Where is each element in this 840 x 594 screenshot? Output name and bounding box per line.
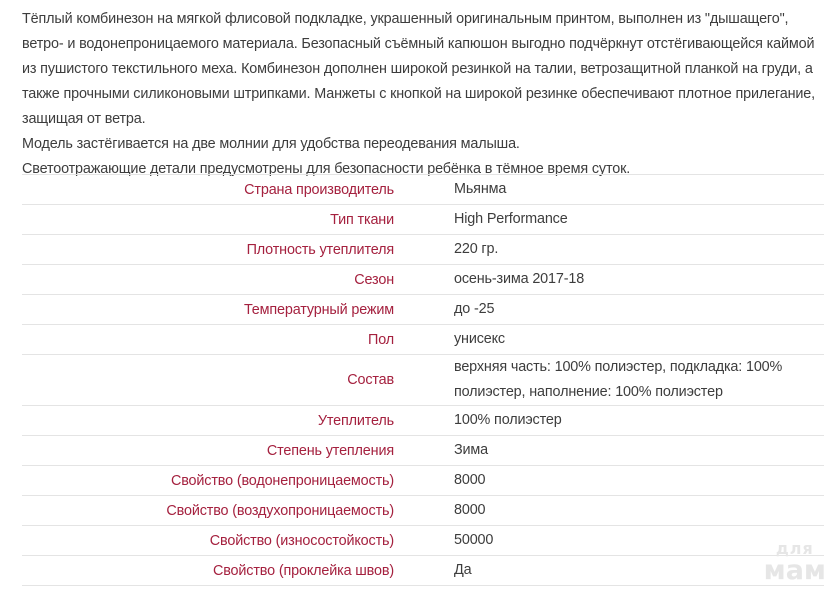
spec-row-gender — [22, 325, 824, 355]
spec-value: осень-зима 2017-18 — [454, 271, 585, 287]
spec-row-country — [22, 175, 824, 205]
spec-value: унисекс — [454, 331, 505, 347]
spec-label: Утеплитель — [317, 412, 394, 429]
spec-value: 8000 — [454, 502, 486, 518]
spec-label: Свойство (водонепроницаемость) — [170, 472, 394, 489]
site-watermark-logo — [764, 541, 826, 584]
spec-value: 100% полиэстер — [454, 412, 562, 428]
description-paragraph: Тёплый комбинезон на мягкой флисовой подкладке, украшенный оригинальным принтом, выполнен из "дышащего", ветро- и водонепроницаемого материала. Безопасный съёмный капюшон выгодно подчёркнут отстёгивающейся каймой из пушистого текстильного меха. Комбинезон дополнен широкой резинкой на талии, ветрозащитной планкой на груди, а также прочными силиконовыми штрипками. Манжеты с кнопкой на широкой резинке обеспечивают плотное прилегание, защищая от ветра. — [22, 11, 815, 127]
spec-label: Пол — [368, 331, 394, 348]
spec-label: Свойство (износостойкость) — [209, 532, 394, 549]
spec-row-insulation — [22, 406, 824, 436]
spec-label: Плотность утеплителя — [246, 241, 394, 258]
spec-value: 50000 — [454, 532, 494, 548]
spec-value: High Performance — [454, 211, 568, 227]
spec-value: до -25 — [454, 301, 495, 317]
spec-value: 8000 — [454, 472, 486, 488]
spec-value: Да — [454, 562, 472, 578]
spec-label: Сезон — [354, 271, 394, 288]
spec-row-wear-resistance — [22, 526, 824, 556]
spec-label: Свойство (воздухопроницаемость) — [166, 502, 394, 519]
specifications-table — [22, 174, 824, 586]
spec-label: Степень утепления — [266, 442, 394, 459]
spec-row-waterproofness — [22, 466, 824, 496]
spec-row-temperature — [22, 295, 824, 325]
spec-row-breathability — [22, 496, 824, 526]
spec-value: Зима — [454, 442, 489, 458]
description-paragraph: Модель застёгивается на две молнии для удобства переодевания малыша. — [22, 136, 520, 152]
spec-value: Мьянма — [454, 181, 507, 197]
spec-label: Свойство (проклейка швов) — [212, 562, 394, 579]
description-paragraph: Светоотражающие детали предусмотрены для безопасности ребёнка в тёмное время суток. — [22, 161, 631, 177]
spec-label: Состав — [347, 372, 394, 388]
spec-label: Тип ткани — [330, 211, 394, 228]
spec-row-warmth-level — [22, 436, 824, 466]
spec-row-composition — [22, 355, 824, 406]
product-description — [22, 7, 828, 182]
spec-label: Температурный режим — [243, 301, 394, 318]
spec-row-insulation-density — [22, 235, 824, 265]
watermark-line: для — [775, 539, 814, 558]
watermark-line: мам — [763, 555, 826, 586]
spec-value: верхняя часть: 100% полиэстер, подкладка: 100% полиэстер, наполнение: 100% полиэстер — [454, 359, 783, 400]
spec-value: 220 гр. — [454, 241, 499, 257]
spec-row-seam-taping — [22, 556, 824, 586]
spec-row-fabric-type — [22, 205, 824, 235]
spec-row-season — [22, 265, 824, 295]
spec-label: Страна производитель — [244, 181, 394, 198]
